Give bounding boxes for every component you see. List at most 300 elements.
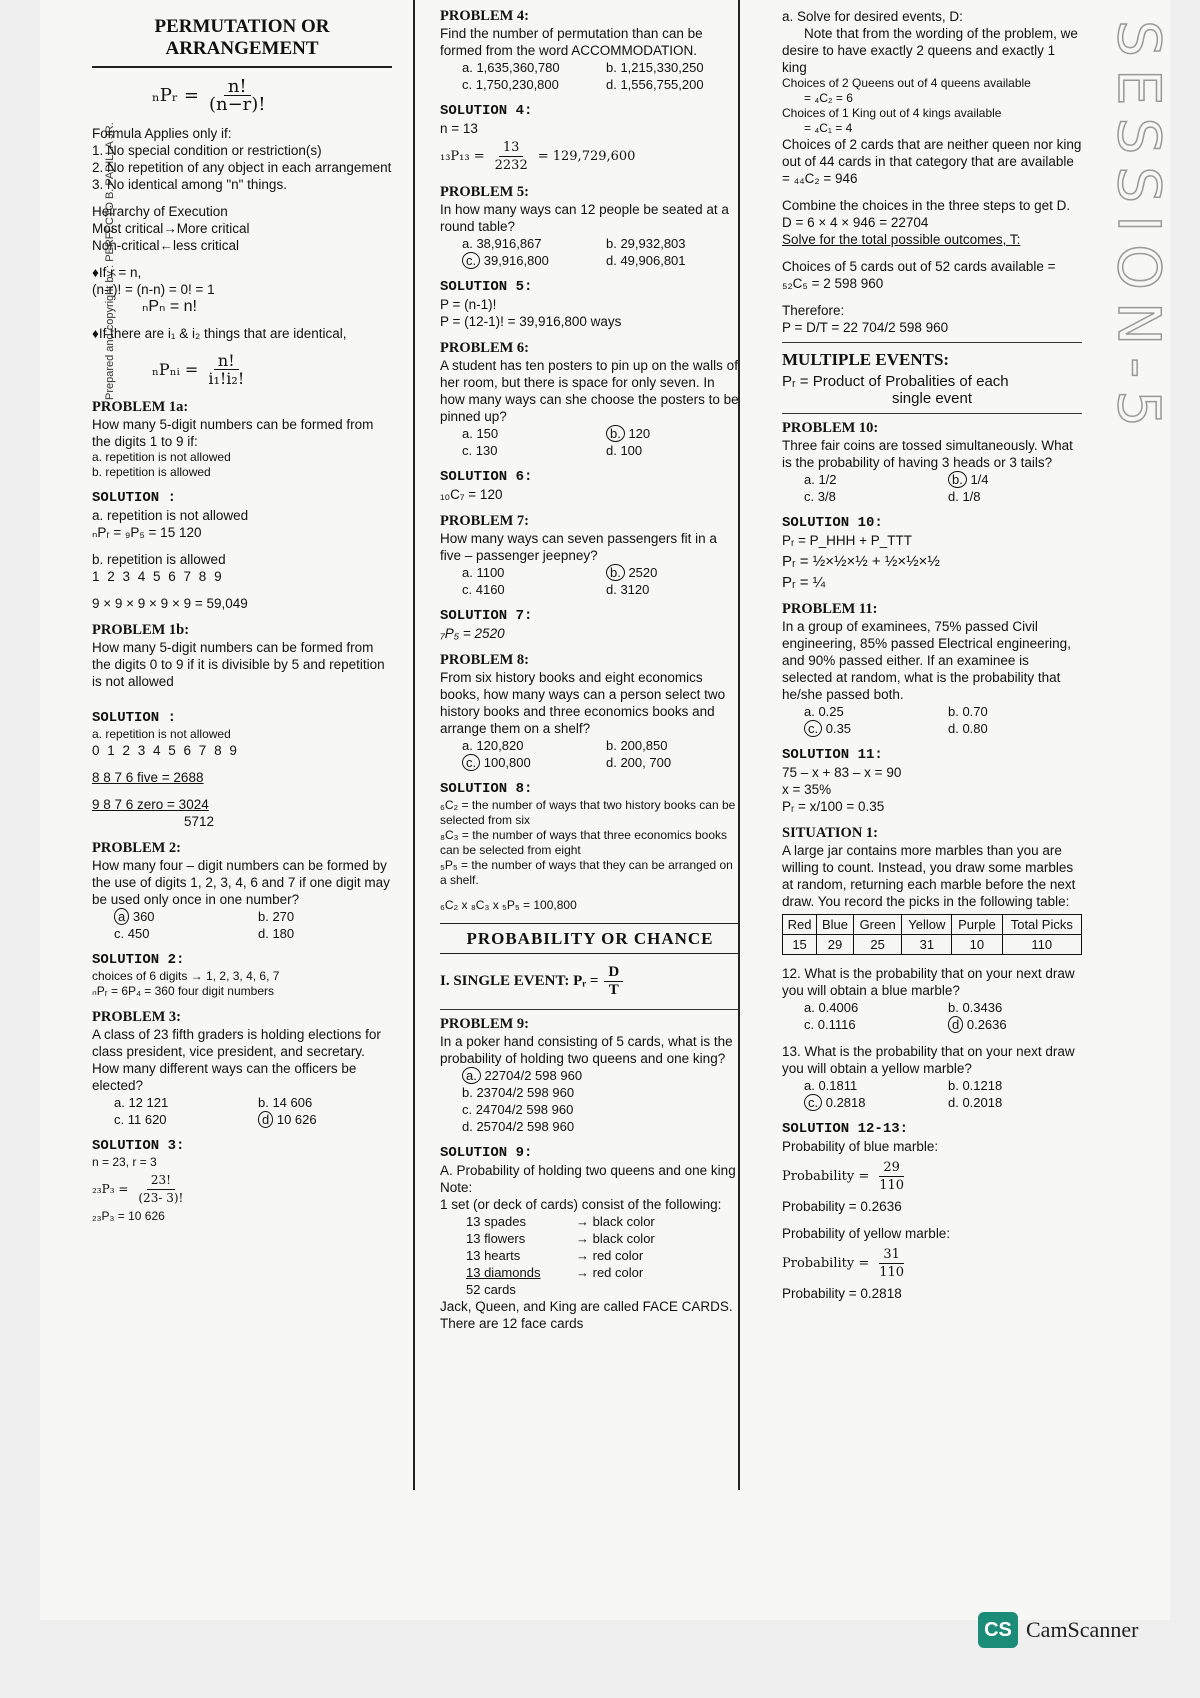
r-equals-n-line-2: ₙPₙ = n! bbox=[142, 298, 197, 315]
option-value: 360 bbox=[129, 909, 155, 924]
solution-1b-title: SOLUTION : bbox=[92, 710, 177, 726]
answer-option bbox=[948, 703, 1082, 720]
table-cell: 15 bbox=[783, 935, 817, 955]
option-value: 4160 bbox=[472, 582, 505, 597]
problem-1a-part-a: a. repetition is not allowed bbox=[92, 450, 231, 464]
option-value: 1100 bbox=[472, 565, 505, 580]
answer-option bbox=[948, 488, 1082, 505]
option-value: 100 bbox=[616, 443, 643, 458]
answer-option bbox=[462, 442, 596, 459]
problem-3-title: PROBLEM 3: bbox=[92, 1009, 182, 1025]
multiple-events-title: MULTIPLE EVENTS: bbox=[782, 350, 950, 369]
solution-5-line-1: P = (n-1)! bbox=[440, 297, 497, 312]
answer-option bbox=[606, 76, 740, 93]
option-letter: a bbox=[114, 908, 129, 925]
option-letter: d. bbox=[606, 253, 617, 268]
solution-7-title: SOLUTION 7: bbox=[440, 608, 533, 624]
problem-9-title: PROBLEM 9: bbox=[440, 1016, 530, 1032]
solution-11-line-2: x = 35% bbox=[782, 782, 832, 797]
option-value: 0.25 bbox=[814, 704, 844, 719]
solution-1a-title: SOLUTION : bbox=[92, 490, 177, 506]
answer-option bbox=[114, 1111, 248, 1128]
blue-probability-formula: Probability = $\frac{29}{110}$ bbox=[782, 1160, 905, 1193]
table-cell: 31 bbox=[902, 935, 952, 955]
problem-2-options bbox=[92, 908, 392, 942]
camscanner-watermark bbox=[978, 1612, 1138, 1648]
face-cards-note: Jack, Queen, and King are called FACE CARDS. There are 12 face cards bbox=[440, 1299, 733, 1331]
table-row bbox=[783, 935, 1082, 955]
solution-5-title: SOLUTION 5: bbox=[440, 279, 533, 295]
option-value: 0.70 bbox=[958, 704, 988, 719]
option-value: 39,916,800 bbox=[480, 253, 549, 268]
problem-11-options bbox=[782, 703, 1082, 737]
identical-formula: ₙPₙᵢ = $\frac{n!}{\text{i₁!i₂!}}$ bbox=[152, 351, 245, 388]
answer-option bbox=[804, 1016, 938, 1033]
option-value: 270 bbox=[268, 909, 295, 924]
problem-4-title: PROBLEM 4: bbox=[440, 8, 530, 24]
single-event-formula: I. SINGLE EVENT: Pᵣ = $\frac{D}{T}$ bbox=[440, 964, 740, 999]
option-letter: a. bbox=[462, 426, 473, 441]
answer-option bbox=[462, 564, 596, 581]
option-value: 0.2636 bbox=[963, 1017, 1007, 1032]
solution-11-line-3: Pᵣ = x/100 = 0.35 bbox=[782, 799, 885, 814]
queen-choices-eq: = ₄C₂ = 6 bbox=[804, 91, 853, 105]
option-letter: b. bbox=[462, 1085, 473, 1100]
option-letter: b. bbox=[258, 1095, 269, 1110]
solution-8-title: SOLUTION 8: bbox=[440, 781, 533, 797]
solution-6-line-1: ₁₀C₇ = 120 bbox=[440, 487, 503, 502]
solution-7-line-1: ₇P₅ = 2520 bbox=[440, 626, 505, 641]
solution-8-line-3: ₅P₅ = the number of ways that they can be arranged on a shelf. bbox=[440, 858, 733, 887]
option-value: 180 bbox=[268, 926, 295, 941]
solve-total-outcomes: Solve for the total possible outcomes, T: bbox=[782, 232, 1021, 247]
question-12: 12. What is the probability that on your next draw you will obtain a blue marble? bbox=[782, 966, 1075, 998]
option-value: 120,820 bbox=[472, 738, 524, 753]
solution-8-line-4: ₆C₂ x ₈C₃ x ₅P₅ = 100,800 bbox=[440, 898, 577, 912]
option-value: 1,556,755,200 bbox=[616, 77, 704, 92]
session-stamp: SESSION-5 bbox=[1105, 20, 1173, 440]
solution-1a-a-eq: ₙPᵣ = ₉P₅ = 15 120 bbox=[92, 525, 202, 540]
solution-1a-b: b. repetition is allowed bbox=[92, 552, 226, 567]
solution-10-title: SOLUTION 10: bbox=[782, 515, 883, 531]
condition-3: 3. No identical among "n" things. bbox=[92, 177, 287, 192]
cards-total: 52 cards bbox=[466, 1282, 516, 1297]
answer-option-selected bbox=[114, 908, 248, 925]
answer-option bbox=[948, 720, 1082, 737]
option-letter: c. bbox=[462, 754, 480, 771]
multiple-events-text-2: single event bbox=[891, 390, 973, 407]
solution-1b-zero: 9 8 7 6 zero = 3024 bbox=[92, 797, 209, 812]
option-value: 14 606 bbox=[268, 1095, 313, 1110]
option-letter: c. bbox=[804, 1017, 815, 1032]
option-value: 3/8 bbox=[814, 489, 836, 504]
option-value: 10 626 bbox=[273, 1112, 317, 1127]
answer-option bbox=[948, 999, 1082, 1016]
therefore-label: Therefore: bbox=[782, 303, 845, 318]
table-cell: 10 bbox=[952, 935, 1002, 955]
solution-2-line-2: ₙPᵣ = 6P₄ = 360 four digit numbers bbox=[92, 984, 274, 998]
solution-3-line-1: n = 23, r = 3 bbox=[92, 1155, 157, 1169]
solution-1b-five: 8 8 7 6 five = 2688 bbox=[92, 770, 204, 785]
problem-10-text: Three fair coins are tossed simultaneously. What is the probability of having 3 heads or 3 tails? bbox=[782, 438, 1073, 470]
answer-option-selected bbox=[606, 564, 740, 581]
problem-1b-title: PROBLEM 1b: bbox=[92, 622, 190, 638]
problem-5-text: In how many ways can 12 people be seated at a round table? bbox=[440, 202, 729, 234]
table-cell: 29 bbox=[817, 935, 854, 955]
solution-1a-a: a. repetition is not allowed bbox=[92, 508, 249, 523]
problem-6-title: PROBLEM 6: bbox=[440, 340, 530, 356]
option-letter: a. bbox=[462, 738, 473, 753]
table-cell: 110 bbox=[1002, 935, 1081, 955]
problem-1a-part-b: b. repetition is allowed bbox=[92, 465, 211, 479]
problem-7-text: How many ways can seven passengers fit in a five – passenger jeepney? bbox=[440, 531, 717, 563]
table-header-row bbox=[783, 915, 1082, 935]
option-letter: a. bbox=[462, 565, 473, 580]
answer-option bbox=[804, 488, 938, 505]
answer-option bbox=[606, 252, 740, 269]
problem-10-title: PROBLEM 10: bbox=[782, 420, 879, 436]
answer-option bbox=[462, 235, 596, 252]
problem-2-text: How many four – digit numbers can be formed by the use of digits 1, 2, 3, 4, 6 and 7 if one digit may be used only once in one number? bbox=[92, 858, 390, 907]
option-letter: c. bbox=[804, 720, 822, 737]
answer-option-selected bbox=[258, 1111, 392, 1128]
answer-option-selected bbox=[804, 1094, 938, 1111]
answer-option bbox=[606, 59, 740, 76]
option-letter: b. bbox=[948, 1078, 959, 1093]
option-value: 2520 bbox=[624, 565, 658, 580]
card-suits-list bbox=[440, 1213, 740, 1281]
option-value: 23704/2 598 960 bbox=[472, 1085, 575, 1100]
option-letter: b. bbox=[948, 704, 959, 719]
solution-11-title: SOLUTION 11: bbox=[782, 747, 883, 763]
solution-2-title: SOLUTION 2: bbox=[92, 952, 185, 968]
option-letter: b. bbox=[948, 471, 967, 488]
multiple-events-text-1: Pᵣ = Product of Probalities of each bbox=[782, 373, 1009, 390]
option-value: 1/8 bbox=[958, 489, 981, 504]
option-letter: d bbox=[948, 1016, 963, 1033]
answer-option bbox=[606, 754, 740, 771]
formula-applies: Formula Applies only if: bbox=[92, 126, 232, 141]
suit-color: → black color bbox=[576, 1231, 655, 1246]
option-value: 25704/2 598 960 bbox=[472, 1119, 575, 1134]
total-outcomes: Choices of 5 cards out of 52 cards available = ₅₂C₅ = 2 598 960 bbox=[782, 259, 1056, 291]
option-value: 0.80 bbox=[958, 721, 988, 736]
answer-option bbox=[804, 1077, 938, 1094]
divider bbox=[782, 342, 1082, 343]
answer-option bbox=[462, 581, 596, 598]
solution-3-result: ₂₃P₃ = 10 626 bbox=[92, 1209, 165, 1223]
solution-10-line-2: Pᵣ = ½×½×½ + ½×½×½ bbox=[782, 553, 940, 570]
option-letter: c. bbox=[804, 1094, 822, 1111]
answer-option-selected bbox=[462, 754, 596, 771]
author-credit: Prepared and copyright by : PERFECTO B. PADILLA JR. bbox=[104, 122, 116, 400]
problem-9-options bbox=[440, 1067, 740, 1135]
answer-option bbox=[258, 925, 392, 942]
table-header-cell: Yellow bbox=[902, 915, 952, 935]
option-letter: a. bbox=[462, 236, 473, 251]
option-value: 0.1811 bbox=[814, 1078, 858, 1093]
answer-option bbox=[948, 1094, 1082, 1111]
problem-7-title: PROBLEM 7: bbox=[440, 513, 530, 529]
solution-1b-digits: 0 1 2 3 4 5 6 7 8 9 bbox=[92, 743, 239, 758]
problem-2-title: PROBLEM 2: bbox=[92, 840, 182, 856]
option-letter: c. bbox=[462, 252, 480, 269]
option-letter: c. bbox=[114, 1112, 125, 1127]
answer-option bbox=[948, 1077, 1082, 1094]
answer-option bbox=[804, 703, 938, 720]
question-12-options bbox=[782, 999, 1082, 1033]
answer-option bbox=[462, 737, 596, 754]
problem-1a-text: How many 5-digit numbers can be formed from the digits 1 to 9 if: bbox=[92, 417, 374, 449]
yellow-probability-title: Probability of yellow marble: bbox=[782, 1226, 951, 1241]
solution-4-line-1: n = 13 bbox=[440, 121, 478, 136]
option-value: 0.35 bbox=[822, 721, 852, 736]
problem-9-text: In a poker hand consisting of 5 cards, what is the probability of holding two queens and one king? bbox=[440, 1034, 733, 1066]
solution-8-line-2: ₈C₃ = the number of ways that three economics books can be selected from eight bbox=[440, 828, 728, 857]
camscanner-label: CamScanner bbox=[1026, 1617, 1139, 1642]
question-13: 13. What is the probability that on your next draw you will obtain a yellow marble? bbox=[782, 1044, 1075, 1076]
answer-option bbox=[804, 471, 938, 488]
answer-option-selected bbox=[462, 1067, 740, 1084]
solution-5-line-2: P = (12-1)! = 39,916,800 ways bbox=[440, 314, 622, 329]
marble-picks-table bbox=[782, 914, 1082, 955]
problem-8-text: From six history books and eight economics books, how many ways can a person select two history books and three economics books and arrange them on a shelf? bbox=[440, 670, 726, 736]
table-cell: 25 bbox=[853, 935, 902, 955]
option-letter: b. bbox=[258, 909, 269, 924]
solution-3-formula: ₂₃P₃ = $\frac{23!}{(23- 3)!}$ bbox=[92, 1173, 184, 1205]
solution-1a-b-eq: 9 × 9 × 9 × 9 × 9 = 59,049 bbox=[92, 596, 248, 611]
answer-option bbox=[606, 737, 740, 754]
option-letter: c. bbox=[462, 582, 473, 597]
section-title: PERMUTATION OR ARRANGEMENT bbox=[154, 16, 330, 59]
answer-option bbox=[462, 1084, 740, 1101]
option-value: 49,906,801 bbox=[616, 253, 686, 268]
option-letter: a. bbox=[114, 1095, 125, 1110]
option-letter: b. bbox=[606, 425, 625, 442]
problem-7-options bbox=[440, 564, 740, 598]
option-letter: c. bbox=[462, 1102, 473, 1117]
divider bbox=[440, 1009, 740, 1010]
answer-option-selected bbox=[606, 425, 740, 442]
solution-9-title: SOLUTION 9: bbox=[440, 1145, 533, 1161]
r-equals-n-line-1: (n-r)! = (n-n) = 0! = 1 bbox=[92, 282, 215, 297]
option-letter: b. bbox=[606, 236, 617, 251]
option-letter: a. bbox=[804, 704, 815, 719]
question-13-options bbox=[782, 1077, 1082, 1111]
identical-rule: ♦If there are i₁ & i₂ things that are identical, bbox=[92, 326, 347, 341]
option-value: 3120 bbox=[616, 582, 650, 597]
option-value: 38,916,867 bbox=[472, 236, 542, 251]
solution-9-note: Note: bbox=[440, 1180, 473, 1195]
solution-11-line-1: 75 – x + 83 – x = 90 bbox=[782, 765, 902, 780]
combine-eq: D = 6 × 4 × 946 = 22704 bbox=[782, 215, 929, 230]
option-value: 11 620 bbox=[124, 1112, 167, 1127]
table-header-cell: Blue bbox=[817, 915, 854, 935]
problem-6-text: A student has ten posters to pin up on the walls of her room, but there is space for only seven. In how many ways can she choose the posters to be pinned up? bbox=[440, 358, 739, 424]
answer-option bbox=[114, 1094, 248, 1111]
suit-name: 13 flowers bbox=[466, 1231, 526, 1246]
answer-option bbox=[462, 76, 596, 93]
problem-10-options bbox=[782, 471, 1082, 505]
suit-name: 13 diamonds bbox=[466, 1265, 541, 1280]
yellow-probability-result: Probability = 0.2818 bbox=[782, 1286, 902, 1301]
option-value: 130 bbox=[472, 443, 498, 458]
option-value: 150 bbox=[472, 426, 499, 441]
problem-3-options bbox=[92, 1094, 392, 1128]
problem-1b-text: How many 5-digit numbers can be formed from the digits 0 to 9 if it is divisible by 5 and repetition is not allowed bbox=[92, 640, 385, 689]
option-letter: a. bbox=[462, 1067, 481, 1084]
option-letter: c. bbox=[114, 926, 125, 941]
option-value: 1,215,330,250 bbox=[616, 60, 704, 75]
table-header-cell: Total Picks bbox=[1002, 915, 1081, 935]
option-letter: b. bbox=[606, 60, 617, 75]
option-letter: b. bbox=[606, 564, 625, 581]
table-header-cell: Green bbox=[853, 915, 902, 935]
column-3 bbox=[782, 8, 1082, 1302]
answer-option bbox=[258, 908, 392, 925]
therefore-eq: P = D/T = 22 704/2 598 960 bbox=[782, 320, 949, 335]
column-divider-1 bbox=[413, 0, 415, 1490]
option-letter: a. bbox=[804, 1000, 815, 1015]
option-value: 0.2018 bbox=[958, 1095, 1003, 1110]
problem-4-options bbox=[440, 59, 740, 93]
divider bbox=[92, 66, 392, 68]
answer-option-selected bbox=[948, 471, 1082, 488]
condition-1: 1. No special condition or restriction(s) bbox=[92, 143, 322, 158]
suit-color: → red color bbox=[576, 1248, 644, 1263]
blue-probability-title: Probability of blue marble: bbox=[782, 1139, 939, 1154]
condition-2: 2. No repetition of any object in each arrangement bbox=[92, 160, 392, 175]
option-value: 1,750,230,800 bbox=[472, 77, 559, 92]
problem-8-options bbox=[440, 737, 740, 771]
solution-6-title: SOLUTION 6: bbox=[440, 469, 533, 485]
situation-1-text: A large jar contains more marbles than you are willing to count. Instead, you draw some marbles at random, returning each marble before the next draw. You record the picks in the following table: bbox=[782, 843, 1076, 909]
blue-probability-result: Probability = 0.2636 bbox=[782, 1199, 902, 1214]
queen-choices: Choices of 2 Queens out of 4 queens available bbox=[782, 76, 1031, 90]
problem-8-title: PROBLEM 8: bbox=[440, 652, 530, 668]
solution-9-line-2: 1 set (or deck of cards) consist of the following: bbox=[440, 1197, 722, 1212]
option-letter: d. bbox=[258, 926, 269, 941]
option-letter: d. bbox=[462, 1119, 473, 1134]
solution-2-line-1: choices of 6 digits → 1, 2, 3, 4, 6, 7 bbox=[92, 969, 280, 983]
desired-events-note: Note that from the wording of the problem, we desire to have exactly 2 queens and exactly 1 king bbox=[782, 26, 1078, 75]
hierarchy-line-1: Most critical→More critical bbox=[92, 221, 250, 236]
option-letter: d. bbox=[606, 443, 617, 458]
answer-option bbox=[606, 581, 740, 598]
option-value: 24704/2 598 960 bbox=[472, 1102, 574, 1117]
probability-header: PROBABILITY OR CHANCE bbox=[440, 923, 740, 954]
option-letter: a. bbox=[462, 60, 473, 75]
option-value: 450 bbox=[124, 926, 150, 941]
column-1 bbox=[92, 8, 392, 1224]
other-choices: Choices of 2 cards that are neither queen nor king out of 44 cards in that category that are available = ₄₄C₂ = 946 bbox=[782, 137, 1082, 186]
answer-option bbox=[804, 999, 938, 1016]
option-letter: d. bbox=[948, 1095, 959, 1110]
solution-1b-a: a. repetition is not allowed bbox=[92, 727, 231, 741]
option-letter: d. bbox=[606, 755, 617, 770]
solution-12-13-title: SOLUTION 12-13: bbox=[782, 1121, 909, 1137]
problem-6-options bbox=[440, 425, 740, 459]
option-letter: a. bbox=[804, 472, 815, 487]
option-letter: d. bbox=[606, 582, 617, 597]
table-header-cell: Purple bbox=[952, 915, 1002, 935]
king-choices-eq: = ₄C₁ = 4 bbox=[804, 121, 853, 135]
solution-3-title: SOLUTION 3: bbox=[92, 1138, 185, 1154]
option-letter: d bbox=[258, 1111, 273, 1128]
suit-color: → black color bbox=[576, 1214, 655, 1229]
answer-option-selected bbox=[948, 1016, 1082, 1033]
option-letter: d. bbox=[948, 489, 959, 504]
answer-option bbox=[114, 925, 248, 942]
divider bbox=[782, 413, 1082, 414]
situation-1-title: SITUATION 1: bbox=[782, 825, 879, 841]
answer-option-selected bbox=[462, 252, 596, 269]
problem-3-text: A class of 23 fifth graders is holding elections for class president, vice president, and secretary. How many different ways can the officers be elected? bbox=[92, 1027, 381, 1093]
solve-desired-events: a. Solve for desired events, D: bbox=[782, 9, 963, 24]
option-value: 0.3436 bbox=[958, 1000, 1003, 1015]
answer-option bbox=[462, 425, 596, 442]
permutation-formula: ₙPᵣ = $\frac{n!}{(n-r)!}$ bbox=[152, 76, 266, 115]
option-letter: a. bbox=[804, 1078, 815, 1093]
option-value: 100,800 bbox=[480, 755, 531, 770]
answer-option bbox=[462, 1118, 740, 1135]
problem-11-text: In a group of examinees, 75% passed Civil engineering, 85% passed Electrical engineering, and 90% passed either. If an examinee is selected at random, what is the probability that he/she passed both. bbox=[782, 619, 1071, 702]
option-value: 0.4006 bbox=[814, 1000, 859, 1015]
answer-option bbox=[606, 235, 740, 252]
option-letter: d. bbox=[606, 77, 617, 92]
hierarchy-title: Heirarchy of Execution bbox=[92, 204, 228, 219]
table-header-cell: Red bbox=[783, 915, 817, 935]
option-letter: b. bbox=[606, 738, 617, 753]
solution-4-formula: ₁₃P₁₃ = $\frac{13}{2232}$ = 129,729,600 bbox=[440, 140, 636, 173]
hierarchy-line-2: Non-critical←less critical bbox=[92, 238, 240, 253]
yellow-probability-formula: Probability = $\frac{31}{110}$ bbox=[782, 1247, 905, 1280]
solution-8-line-1: ₆C₂ = the number of ways that two history books can be selected from six bbox=[440, 798, 736, 827]
answer-option bbox=[462, 59, 596, 76]
option-value: 1/2 bbox=[814, 472, 837, 487]
option-value: 22704/2 598 960 bbox=[480, 1068, 583, 1083]
option-value: 0.1116 bbox=[814, 1017, 856, 1032]
answer-option bbox=[606, 442, 740, 459]
combine-choices: Combine the choices in the three steps to get D. bbox=[782, 198, 1071, 213]
option-value: 200, 700 bbox=[616, 755, 672, 770]
option-value: 0.1218 bbox=[958, 1078, 1003, 1093]
option-value: 200,850 bbox=[616, 738, 668, 753]
problem-5-title: PROBLEM 5: bbox=[440, 184, 530, 200]
option-value: 29,932,803 bbox=[616, 236, 686, 251]
solution-10-line-1: Pᵣ = P_HHH + P_TTT bbox=[782, 533, 913, 548]
suit-name: 13 spades bbox=[466, 1214, 526, 1229]
king-choices: Choices of 1 King out of 4 kings available bbox=[782, 106, 1002, 120]
answer-option bbox=[258, 1094, 392, 1111]
solution-1a-digits: 1 2 3 4 5 6 7 8 9 bbox=[92, 569, 224, 584]
option-value: 1,635,360,780 bbox=[472, 60, 560, 75]
solution-10-line-3: Pᵣ = ¼ bbox=[782, 574, 826, 591]
suit-color: → red color bbox=[576, 1265, 644, 1280]
solution-1b-total: 5712 bbox=[184, 814, 215, 829]
option-value: 12 121 bbox=[124, 1095, 169, 1110]
option-letter: d. bbox=[948, 721, 959, 736]
answer-option bbox=[462, 1101, 740, 1118]
option-letter: b. bbox=[948, 1000, 959, 1015]
solution-9-line-1: A. Probability of holding two queens and one king bbox=[440, 1163, 736, 1178]
option-letter: c. bbox=[804, 489, 815, 504]
option-value: 120 bbox=[624, 426, 651, 441]
problem-11-title: PROBLEM 11: bbox=[782, 601, 878, 617]
option-letter: c. bbox=[462, 443, 473, 458]
if-r-equals-n: ♦If r = n, bbox=[92, 265, 142, 280]
suit-name: 13 hearts bbox=[466, 1248, 521, 1263]
